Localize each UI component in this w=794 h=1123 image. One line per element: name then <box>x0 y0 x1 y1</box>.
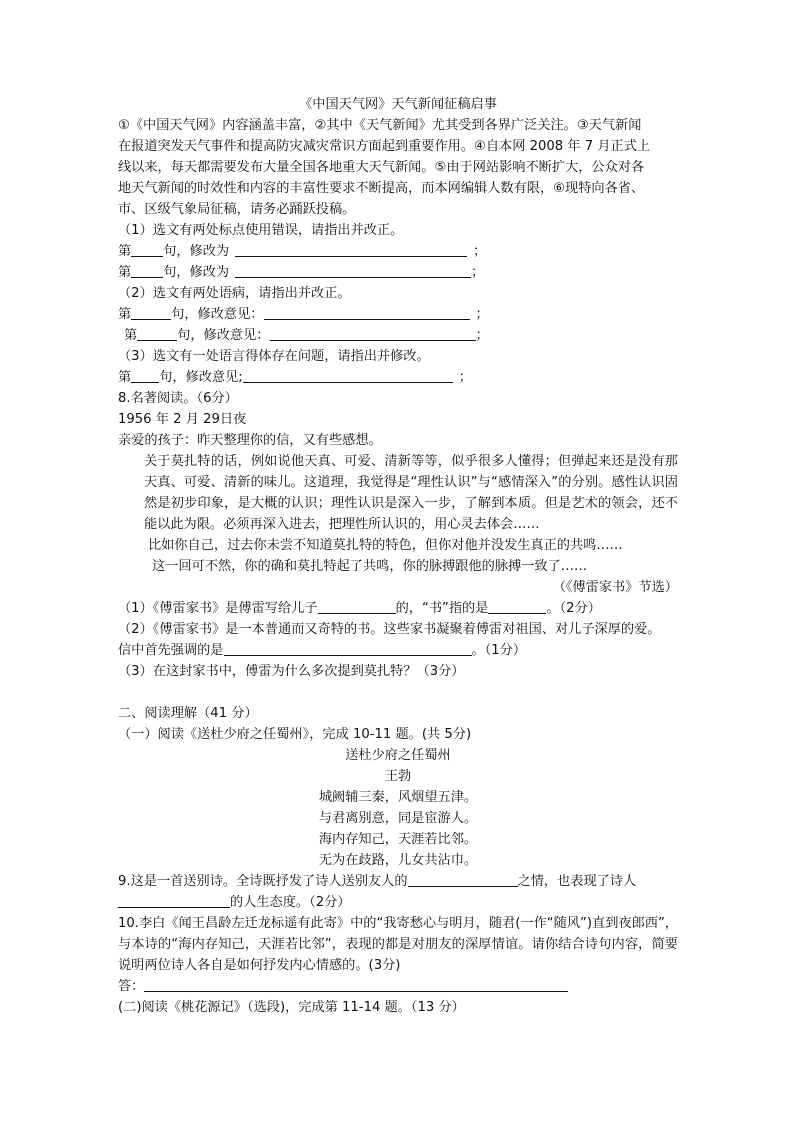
answer-label: 句，修改意见; <box>159 370 243 385</box>
question-8-sub-2: （2）《傅雷家书》是一本普通而又奇特的书。这些家书凝聚着傅雷对祖国、对儿子深厚的爱。 <box>118 622 661 637</box>
poem-line-1: 城阙辅三秦，风烟望五津。 <box>318 790 478 805</box>
poem-line-2: 与君离别意，同是宦游人。 <box>318 811 478 826</box>
sub1-text-a: （1）《傅雷家书》是傅雷写给儿子 <box>118 601 318 616</box>
recipient-blank[interactable] <box>318 599 396 614</box>
answer-label: 句，修改为 <box>163 244 230 259</box>
spacer <box>118 682 678 703</box>
q9-text-b: 之情，也表现了诗人 <box>517 874 637 889</box>
row-end: ； <box>473 244 487 259</box>
row-end: ； <box>458 370 472 385</box>
question-8-header: 8.名著阅读。（6分） <box>118 391 238 406</box>
letter-date: 1956 年 2 月 29日夜 <box>118 412 247 427</box>
sentence-number-blank[interactable] <box>131 368 159 383</box>
sentence-number-blank[interactable] <box>137 326 177 341</box>
question-2-answer-row-1 <box>118 304 678 325</box>
sentence-prefix: 第 <box>124 328 138 343</box>
letter-greeting: 亲爱的孩子：昨天整理你的信，又有些感想。 <box>118 433 382 448</box>
section-2-part-1: （一）阅读《送杜少府之任蜀州》，完成 10-11 题。(共 5分) <box>118 727 472 742</box>
sub1-text-c: 。（2分） <box>546 601 601 616</box>
sentence-prefix: 第 <box>118 244 132 259</box>
question-8-sub-1 <box>118 598 678 619</box>
answer-blank[interactable] <box>235 242 467 257</box>
section-2-header: 二、阅读理解（41 分） <box>118 706 258 721</box>
letter-paragraph-1: 关于莫扎特的话，例如说他天真、可爱、清新等等，似乎很多人懂得；但弹起来还是没有那天真、可爱、清新的味儿。这道理，我觉得是“理性认识”与“感情深入”的分别。感性认识固然是初步印象，是大概的认识；理性认识是深入一步，了解到本质。但是艺术的领会，还不能以此为限。必须再深入进去，把理性所认识的，用心灵去体会…… <box>144 454 678 532</box>
passage-line-5: 市、区级气象局征稿，请务必踊跃投稿。 <box>118 202 356 217</box>
question-1-prompt: （1）选文有两处标点使用错误，请指出并改正。 <box>118 223 404 238</box>
question-3-prompt: （3）选文有一处语言得体存在问题，请指出并修改。 <box>118 349 430 364</box>
exam-page <box>118 94 678 1018</box>
passage-line-4: 地天气新闻的时效性和内容的丰富性要求不断提高，而本网编辑人数有限，⑥现特向各省、 <box>118 181 645 196</box>
attitude-blank[interactable] <box>118 893 230 908</box>
sentence-number-blank[interactable] <box>131 263 163 278</box>
sentence-prefix: 第 <box>118 307 132 322</box>
answer-blank[interactable] <box>243 368 453 383</box>
answer-blank[interactable] <box>270 326 476 341</box>
row-end: ； <box>475 307 489 322</box>
answer-blank[interactable] <box>264 305 470 320</box>
question-10-answer <box>118 976 678 997</box>
question-10: 10.李白《闻王昌龄左迁龙标遥有此寄》中的“我寄愁心与明月，随君(一作“随风”)直到夜郎西”，与本诗的“海内存知己，天涯若比邻”，表现的都是对朋友的深厚情谊。请你结合诗句内容，简要说明两位诗人各自是如何抒发内心情感的。(3分) <box>118 916 678 973</box>
question-3-answer-row <box>118 367 678 388</box>
row-end: ； <box>475 328 489 343</box>
poem-author: 王勃 <box>384 769 412 784</box>
letter-paragraph-3: 这一回可不然，你的确和莫扎特起了共鸣，你的脉搏跟他的脉搏一致了…… <box>152 559 588 574</box>
sentence-prefix: 第 <box>118 265 132 280</box>
sub1-text-b: 的，“书”指的是 <box>395 601 489 616</box>
passage-line-2: 在报道突发天气事件和提高防灾减灾常识方面起到重要作用。④自本网 2008 年 7 月正式上 <box>118 139 651 154</box>
poem-title: 送杜少府之任蜀州 <box>345 748 451 763</box>
question-1-answer-row-2 <box>118 262 678 283</box>
sub2-text-b: 。（1分） <box>471 643 527 658</box>
book-meaning-blank[interactable] <box>488 599 546 614</box>
section-2-part-2: (二)阅读《桃花源记》（选段)，完成第 11-14 题。（13 分） <box>118 1000 465 1015</box>
letter-paragraph-2: 比如你自己，过去你未尝不知道莫扎特的特色，但你对他并没发生真正的共鸣…… <box>148 538 623 553</box>
answer-label: 句，修改意见： <box>171 307 264 322</box>
answer-label: 句，修改为 <box>163 265 230 280</box>
question-9-line-1 <box>118 871 678 892</box>
notice-title: 《中国天气网》天气新闻征稿启事 <box>299 97 497 112</box>
answer-blank[interactable] <box>235 263 471 278</box>
answer-label: 答： <box>118 979 145 994</box>
sentence-number-blank[interactable] <box>131 305 171 320</box>
question-8-sub-3: （3）在这封家书中，傅雷为什么多次提到莫扎特？（3分） <box>118 664 465 679</box>
letter-source: （《傅雷家书》节选） <box>552 580 678 595</box>
passage-line-3: 线以来，每天都需要发布大量全国各地重大天气新闻。⑤由于网站影响不断扩大，公众对各 <box>118 160 645 175</box>
question-1-answer-row-1 <box>118 241 678 262</box>
row-end: ； <box>471 265 485 280</box>
emotion-blank[interactable] <box>408 872 518 887</box>
question-2-answer-row-2 <box>118 325 678 346</box>
question-9-line-2 <box>118 892 678 913</box>
emphasis-blank[interactable] <box>224 641 472 656</box>
sentence-number-blank[interactable] <box>131 242 163 257</box>
question-2-prompt: （2）选文有两处语病，请指出并改正。 <box>118 286 351 301</box>
answer-label: 句，修改意见： <box>177 328 270 343</box>
answer-blank[interactable] <box>144 977 568 992</box>
question-8-sub-2-answer <box>118 640 678 661</box>
poem-line-3: 海内存知己，天涯若比邻。 <box>318 832 478 847</box>
sub2-text-a: 信中首先强调的是 <box>118 643 224 658</box>
passage-line-1: ①《中国天气网》内容涵盖丰富，②其中《天气新闻》尤其受到各界广泛关注。③天气新闻 <box>118 118 642 133</box>
poem-line-4: 无为在歧路，儿女共沾巾。 <box>318 853 478 868</box>
q9-text-a: 9.这是一首送别诗。全诗既抒发了诗人送别友人的 <box>118 874 408 889</box>
q9-text-c: 的人生态度。（2分） <box>230 895 351 910</box>
sentence-prefix: 第 <box>118 370 132 385</box>
